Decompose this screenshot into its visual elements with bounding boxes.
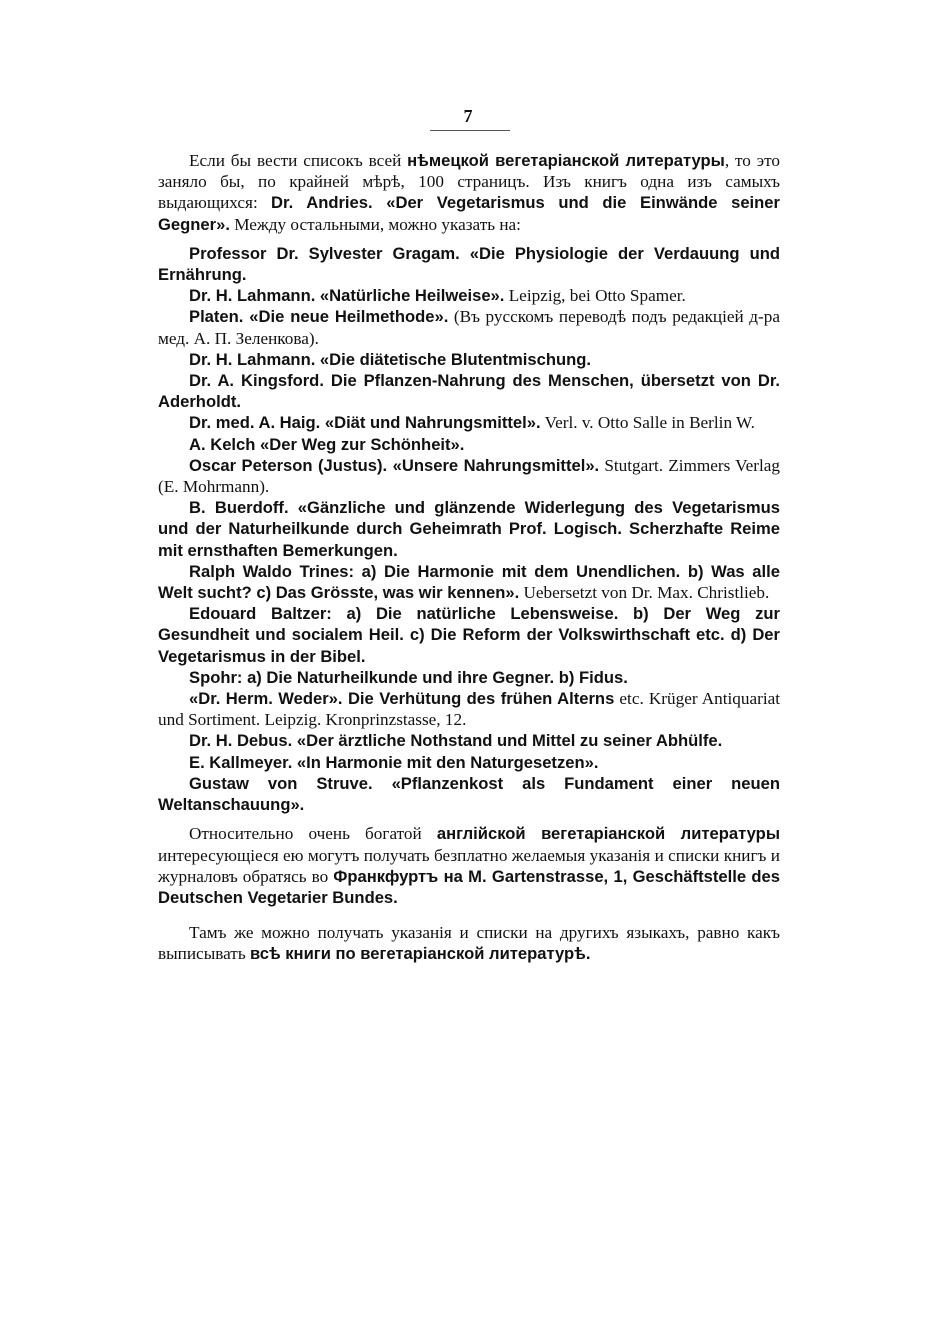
bibliography-entry <box>158 285 780 306</box>
bibliography-entry <box>158 688 780 730</box>
english-text-2: интересующіеся ею могутъ получать безплатно желаемыя указанія и списки книгъ и журналовъ обратясь во <box>158 845 780 886</box>
bibliography-entry <box>158 349 780 370</box>
english-bold-2: Франкфуртъ на M. Gartenstrasse, 1, Geschäftstelle des Deutschen Vegetarier Bundes. <box>158 866 780 907</box>
entry-title: B. Buerdoff. «Gänzliche und glänzende Widerlegung des Vegetarismus und der Naturheilkunde durch Geheimrath Prof. Logisch. Scherzhafte Reime mit ernsthaften Bemerkungen. <box>158 498 780 560</box>
bibliography-entry <box>158 603 780 667</box>
bibliography-entry <box>158 306 780 348</box>
page-number-rule <box>430 130 510 131</box>
closing-paragraph <box>158 922 780 964</box>
bibliography-entry <box>158 667 780 688</box>
entry-title: Platen. «Die neue Heilmethode». <box>189 307 449 327</box>
entry-title: Professor Dr. Sylvester Gragam. «Die Physiologie der Verdauung und Ernährung. <box>158 243 780 285</box>
intro-paragraph <box>158 150 780 235</box>
entry-title: A. Kelch «Der Weg zur Schönheit». <box>189 434 465 454</box>
closing-text-1: Тамъ же можно получать указанія и списки на другихъ языкахъ, равно какъ выписывать <box>158 923 780 964</box>
bibliography-entry <box>158 370 780 412</box>
intro-text-3: Между остальными, можно указать на: <box>229 214 521 234</box>
entry-title: Dr. med. A. Haig. «Diät und Nahrungsmittel». <box>189 413 541 433</box>
bibliography-entry <box>158 497 780 561</box>
closing-bold-1: всѣ книги по вегетаріанской литературѣ. <box>249 944 591 964</box>
intro-bold-1: нѣмецкой вегетаріанской литературы <box>407 151 725 170</box>
bibliography-entry <box>158 455 780 497</box>
entry-publisher: Uebersetzt von Dr. Max. Christlieb. <box>519 583 770 603</box>
entry-title: Dr. H. Lahmann. «Die diätetische Blutentmischung. <box>189 349 592 369</box>
entry-title: Dr. A. Kingsford. Die Pflanzen-Nahrung des Menschen, übersetzt von Dr. Aderholdt. <box>158 371 780 412</box>
entry-title: Dr. H. Lahmann. «Natürliche Heilweise». <box>189 286 505 306</box>
bibliography-entry <box>158 434 780 455</box>
entry-title: Edouard Baltzer: a) Die natürliche Lebensweise. b) Der Weg zur Gesundheit und socialem Heil. c) Die Reform der Volkswirthschaft etc. d) Der Vegetarismus in der Bibel. <box>158 604 780 666</box>
bibliography-entry <box>158 773 780 815</box>
bibliography-entry <box>158 730 780 751</box>
entry-title: Gustaw von Struve. «Pflanzenkost als Fundament einer neuen Weltanschauung». <box>158 773 780 815</box>
english-bold-1: англійской вегетаріанской литературы <box>436 824 780 844</box>
entry-title: Oscar Peterson (Justus). «Unsere Nahrungsmittel». <box>189 455 600 475</box>
bibliography-entry <box>158 752 780 773</box>
intro-text-1: Если бы вести списокъ всей <box>189 151 408 170</box>
intro-text-2: , то это заняло бы, по крайней мѣрѣ, 100 страницъ. Изъ книгъ одна изъ самыхъ выдающихся: <box>158 151 780 213</box>
entry-publisher: Stutgart. Zimmers Verlag (E. Mohrmann). <box>158 455 780 497</box>
intro-bold-2: Dr. Andries. «Der Vegetarismus und die Einwände seiner Gegner». <box>158 193 780 234</box>
entry-publisher: Verl. v. Otto Salle in Berlin W. <box>540 413 755 433</box>
entry-publisher: Leipzig, bei Otto Spamer. <box>504 286 686 306</box>
english-literature-paragraph <box>158 823 780 908</box>
bibliography-entry <box>158 561 780 603</box>
entry-publisher: etc. Krüger Antiquariat und Sortiment. Leipzig. Kronprinzstasse, 12. <box>158 689 780 730</box>
entry-title: Ralph Waldo Trines: a) Die Harmonie mit dem Unendlichen. b) Was alle Welt sucht? c) Das Grösste, was wir kennen». <box>158 561 780 603</box>
bibliography-entry <box>158 243 780 285</box>
english-text-1: Относительно очень богатой <box>189 824 437 844</box>
entry-publisher: (Въ русскомъ переводѣ подъ редакціей д-ра мед. А. П. Зеленкова). <box>158 307 780 348</box>
entry-title: Dr. H. Debus. «Der ärztliche Nothstand und Mittel zu seiner Abhülfe. <box>189 731 723 751</box>
bibliography-entry <box>158 412 780 433</box>
entry-title: E. Kallmeyer. «In Harmonie mit den Naturgesetzen». <box>189 752 599 772</box>
page-number: 7 <box>463 106 473 126</box>
page-body <box>158 150 780 965</box>
entry-title: «Dr. Herm. Weder». Die Verhütung des frühen Alterns <box>189 689 615 709</box>
entry-title: Spohr: a) Die Naturheilkunde und ihre Gegner. b) Fidus. <box>189 667 628 687</box>
